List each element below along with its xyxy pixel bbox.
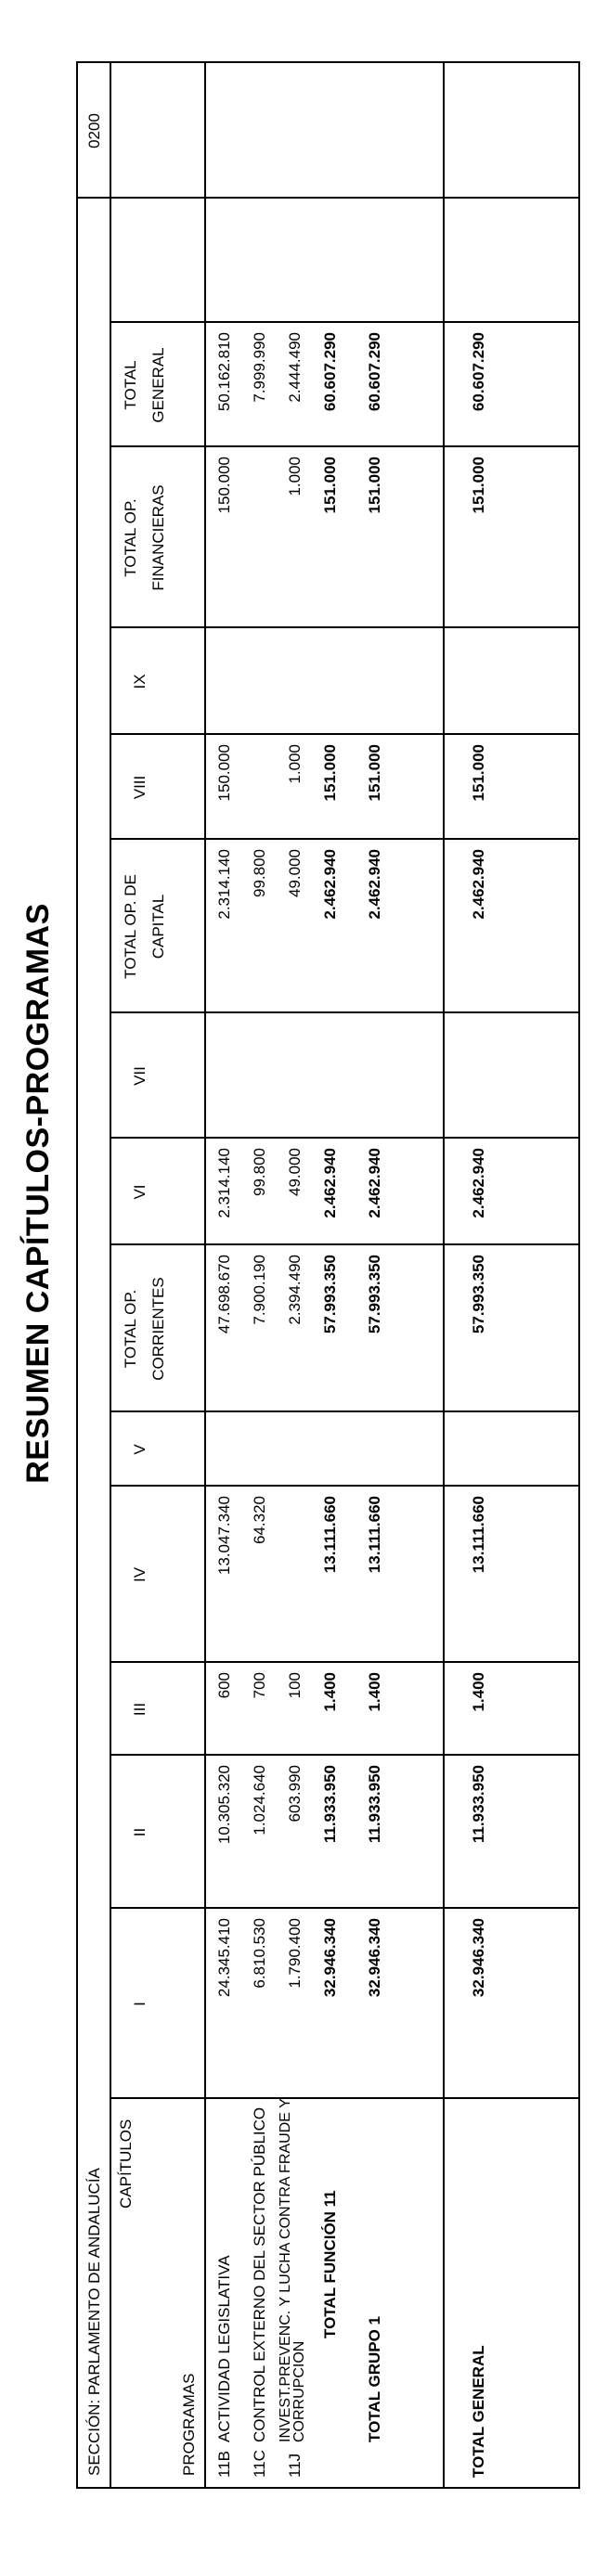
- cell-value: 151.000: [321, 457, 339, 514]
- program-name: CONTROL EXTERNO DEL SECTOR PÚBLICO: [251, 2106, 268, 2442]
- cell-value: 7.999.990: [251, 332, 268, 403]
- cell-value: 2.314.140: [215, 1148, 233, 1218]
- cell-value: 49.000: [286, 1148, 304, 1196]
- cell-value: 2.394.490: [286, 1255, 304, 1325]
- column-header-7: VI: [131, 1184, 149, 1200]
- programas-label: PROGRAMAS: [180, 2373, 198, 2476]
- cell-value: 49.000: [286, 849, 304, 897]
- cell-value: 60.607.290: [366, 332, 383, 412]
- summary-table: [76, 61, 580, 2489]
- cell-value: 603.990: [286, 1765, 304, 1823]
- cell-value: 700: [251, 1672, 268, 1699]
- total-separator-rule: [443, 63, 445, 2487]
- column-rule: [78, 197, 578, 199]
- cell-value: 2.314.140: [215, 849, 233, 920]
- cell-value: 13.111.660: [366, 1496, 383, 1574]
- program-code: 11C: [251, 2450, 268, 2478]
- cell-value: 64.320: [251, 1496, 268, 1544]
- cell-value: 151.000: [366, 744, 383, 802]
- cell-value: 150.000: [215, 744, 233, 802]
- column-rule: [110, 1137, 578, 1139]
- column-rule: [110, 1485, 578, 1487]
- cell-value: 2.444.490: [286, 332, 304, 403]
- cell-value: 7.900.190: [251, 1255, 268, 1325]
- column-header-13: TOTAL GENERAL: [122, 347, 167, 423]
- column-header-8: VII: [131, 1066, 149, 1086]
- total-general-value: 11.933.950: [470, 1765, 487, 1844]
- column-header-6: TOTAL OP. CORRIENTES: [122, 1277, 167, 1381]
- column-rule: [110, 1410, 578, 1412]
- cell-value: 150.000: [215, 457, 233, 514]
- cell-value: 57.993.350: [366, 1255, 383, 1334]
- total-general-value: 13.111.660: [470, 1496, 487, 1574]
- cell-value: 11.933.950: [321, 1765, 339, 1844]
- section-code: 0200: [85, 113, 103, 148]
- total-general-value: 2.462.940: [470, 849, 487, 920]
- row-total-label: TOTAL GRUPO 1: [366, 2315, 383, 2442]
- cell-value: 2.462.940: [321, 1148, 339, 1218]
- total-general-value: 151.000: [470, 457, 487, 514]
- column-header-2: II: [131, 1827, 149, 1837]
- cell-value: 24.345.410: [215, 1918, 233, 1998]
- column-header-10: VIII: [131, 775, 149, 800]
- cell-value: 10.305.320: [215, 1765, 233, 1845]
- cell-value: 1.790.400: [286, 1918, 304, 1989]
- column-rule: [110, 1661, 578, 1663]
- cell-value: 99.800: [251, 1148, 268, 1196]
- column-rule: [110, 1011, 578, 1013]
- program-name: INVEST.PREVENC. Y LUCHA CONTRA FRAUDE Y CORRUPCION: [278, 2098, 307, 2442]
- total-general-value: 2.462.940: [470, 1148, 487, 1218]
- column-rule: [110, 733, 578, 735]
- cell-value: 32.946.340: [321, 1918, 339, 1998]
- cell-value: 600: [215, 1672, 233, 1699]
- program-code: 11J: [286, 2453, 304, 2478]
- program-code: 11B: [215, 2451, 233, 2478]
- cell-value: 32.946.340: [366, 1918, 383, 1998]
- cell-value: 151.000: [321, 744, 339, 802]
- header-top-rule: [110, 63, 111, 2487]
- total-general-value: 57.993.350: [470, 1255, 487, 1334]
- column-rule: [110, 626, 578, 628]
- cell-value: 1.400: [366, 1672, 383, 1712]
- column-header-9: TOTAL OP. DE CAPITAL: [122, 874, 167, 979]
- cell-value: 11.933.950: [366, 1765, 383, 1844]
- cell-value: 47.698.670: [215, 1255, 233, 1334]
- total-general-value: 32.946.340: [470, 1918, 487, 1998]
- cell-value: 6.810.530: [251, 1918, 268, 1989]
- cell-value: 2.462.940: [321, 849, 339, 920]
- capitulos-label: CAPÍTULOS: [117, 2119, 135, 2209]
- program-name: ACTIVIDAD LEGISLATIVA: [215, 2255, 233, 2442]
- cell-value: 151.000: [366, 457, 383, 514]
- header-bottom-rule: [204, 63, 206, 2487]
- cell-value: 60.607.290: [321, 332, 339, 412]
- column-rule: [110, 445, 578, 447]
- cell-value: 13.111.660: [321, 1496, 339, 1574]
- total-general-value: 151.000: [470, 744, 487, 802]
- column-rule: [110, 1907, 578, 1909]
- cell-value: 57.993.350: [321, 1255, 339, 1334]
- column-header-11: IX: [131, 674, 149, 689]
- cell-value: 100: [286, 1672, 304, 1699]
- column-rule: [110, 838, 578, 840]
- column-header-3: III: [131, 1702, 149, 1717]
- column-rule: [110, 2097, 578, 2099]
- section-label: SECCIÓN: PARLAMENTO DE ANDALUCÍA: [85, 2168, 103, 2476]
- cell-value: 99.800: [251, 849, 268, 897]
- cell-value: 50.162.810: [215, 332, 233, 412]
- column-rule: [110, 1754, 578, 1756]
- total-general-value: 1.400: [470, 1672, 487, 1712]
- cell-value: 1.000: [286, 744, 304, 784]
- column-header-5: V: [131, 1444, 149, 1455]
- column-header-4: IV: [131, 1566, 149, 1583]
- column-header-12: TOTAL OP. FINANCIERAS: [122, 484, 167, 591]
- column-rule: [110, 1243, 578, 1245]
- cell-value: 13.047.340: [215, 1496, 233, 1576]
- cell-value: 1.024.640: [251, 1765, 268, 1835]
- total-general-label: TOTAL GENERAL: [470, 2345, 487, 2478]
- cell-value: 2.462.940: [366, 849, 383, 920]
- column-header-1: I: [131, 2002, 149, 2006]
- column-rule: [110, 321, 578, 323]
- cell-value: 1.000: [286, 457, 304, 496]
- total-general-value: 60.607.290: [470, 332, 487, 412]
- row-total-label: TOTAL FUNCIÓN 11: [321, 2190, 339, 2338]
- cell-value: 1.400: [321, 1672, 339, 1712]
- cell-value: 2.462.940: [366, 1148, 383, 1218]
- page-title: RESUMEN CAPÍTULOS-PROGRAMAS: [20, 903, 56, 1484]
